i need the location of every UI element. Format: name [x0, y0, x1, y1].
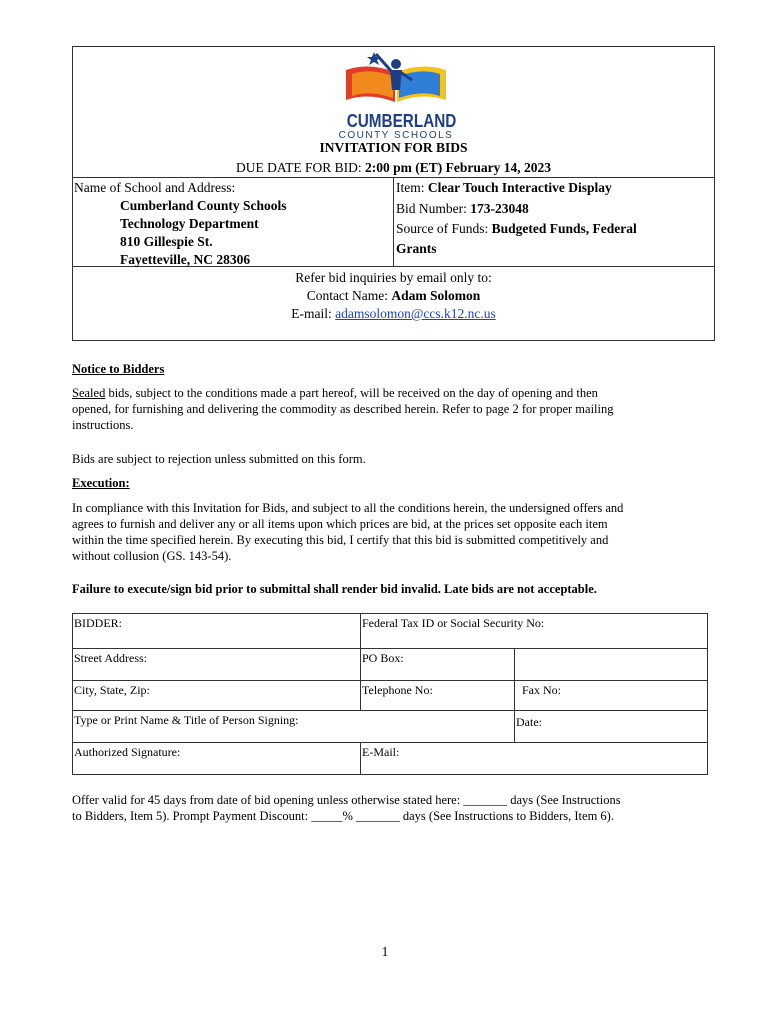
po-box-label: PO Box: — [362, 651, 404, 665]
bid-number-line — [396, 200, 529, 217]
logo-name: CUMBERLAND — [346, 111, 457, 131]
notice-line-1 — [72, 385, 717, 401]
telephone-label: Telephone No: — [362, 683, 433, 697]
notice-line-1-text: bids, subject to the conditions made a part hereof, will be received on the day of opening and then — [108, 386, 598, 400]
fax-label: Fax No: — [522, 683, 561, 697]
logo-graphic — [338, 50, 454, 108]
item-line — [396, 179, 612, 196]
bid-number-value: 173-23048 — [470, 201, 529, 216]
street-address-label: Street Address: — [74, 651, 147, 665]
item-value: Clear Touch Interactive Display — [427, 180, 612, 195]
due-date-label: DUE DATE FOR BID: — [235, 160, 362, 175]
tax-id-cell[interactable] — [360, 613, 708, 649]
school-label: Name of School and Address: — [74, 180, 236, 195]
contact-name-line — [72, 287, 715, 304]
po-box-value-cell[interactable] — [514, 648, 708, 681]
funds-value-cont: Grants — [396, 241, 437, 256]
sealed-word: Sealed — [72, 386, 106, 400]
contact-email-label: E-mail: — [291, 306, 332, 321]
notice-paragraph — [72, 385, 717, 433]
bidder-cell[interactable] — [72, 613, 361, 649]
due-date-value: 2:00 pm (ET) February 14, 2023 — [365, 160, 551, 175]
bid-number-label: Bid Number: — [396, 201, 467, 216]
fax-cell[interactable] — [514, 680, 708, 711]
notice-line-2: opened, for furnishing and delivering the commodity as described herein. Refer to page 2 for proper mailing — [72, 402, 614, 416]
contact-email-link[interactable]: adamsolomon@ccs.k12.nc.us — [335, 306, 496, 321]
funds-value: Budgeted Funds, Federal — [491, 221, 637, 236]
city-state-zip-cell[interactable] — [72, 680, 361, 711]
school-city: Fayetteville, NC 28306 — [120, 252, 251, 267]
school-department: Technology Department — [120, 216, 259, 231]
contact-name-value: Adam Solomon — [391, 288, 481, 303]
execution-line-3: within the time specified herein. By executing this bid, I certify that this bid is submitted competitively and — [72, 533, 609, 547]
tax-id-label: Federal Tax ID or Social Security No: — [362, 616, 545, 630]
contact-name-label: Contact Name: — [306, 288, 389, 303]
funds-line — [396, 220, 637, 237]
school-name: Cumberland County Schools — [120, 198, 287, 213]
rejection-notice: Bids are subject to rejection unless submitted on this form. — [72, 452, 366, 466]
offer-line-1: Offer valid for 45 days from date of bid opening unless otherwise stated here: _______ days (See Instructions — [72, 793, 621, 807]
offer-line-2: to Bidders, Item 5). Prompt Payment Discount: _____% _______ days (See Instructions to Bidders, Item 6). — [72, 809, 614, 823]
signature-label: Authorized Signature: — [74, 745, 181, 759]
execution-paragraph — [72, 500, 717, 564]
email-label: E-Mail: — [362, 745, 400, 759]
name-title-label: Type or Print Name & Title of Person Signing: — [74, 713, 299, 727]
page-number: 1 — [381, 944, 389, 959]
execution-heading: Execution: — [72, 476, 130, 490]
execution-line-2: agrees to furnish and deliver any or all items upon which prices are bid, at the prices set opposite each item — [72, 517, 608, 531]
telephone-cell[interactable] — [360, 680, 515, 711]
date-cell[interactable] — [514, 710, 708, 743]
city-state-zip-label: City, State, Zip: — [74, 683, 150, 697]
notice-line-3: instructions. — [72, 418, 134, 432]
email-cell[interactable] — [360, 742, 708, 775]
execution-line-4: without collusion (GS. 143-54). — [72, 549, 232, 563]
name-title-cell[interactable] — [72, 710, 515, 743]
bidder-label: BIDDER: — [74, 616, 122, 630]
signature-cell[interactable] — [72, 742, 361, 775]
refer-inquiries: Refer bid inquiries by email only to: — [295, 270, 492, 285]
contact-email-line — [72, 305, 715, 322]
date-label: Date: — [516, 715, 542, 729]
offer-paragraph — [72, 792, 722, 824]
funds-label: Source of Funds: — [396, 221, 489, 236]
execution-warning: Failure to execute/sign bid prior to submittal shall render bid invalid. Late bids are not acceptable. — [72, 582, 597, 596]
street-address-cell[interactable] — [72, 648, 361, 681]
due-date — [72, 159, 715, 176]
logo-subname: COUNTY SCHOOLS — [338, 130, 454, 141]
header-divider — [393, 177, 394, 267]
execution-line-1: In compliance with this Invitation for Bids, and subject to all the conditions herein, the undersigned offers and — [72, 501, 624, 515]
item-label: Item: — [396, 180, 425, 195]
school-street: 810 Gillespie St. — [120, 234, 213, 249]
district-logo — [338, 50, 457, 141]
po-box-cell[interactable] — [360, 648, 515, 681]
page-title: INVITATION FOR BIDS — [319, 140, 468, 155]
notice-heading: Notice to Bidders — [72, 362, 165, 376]
